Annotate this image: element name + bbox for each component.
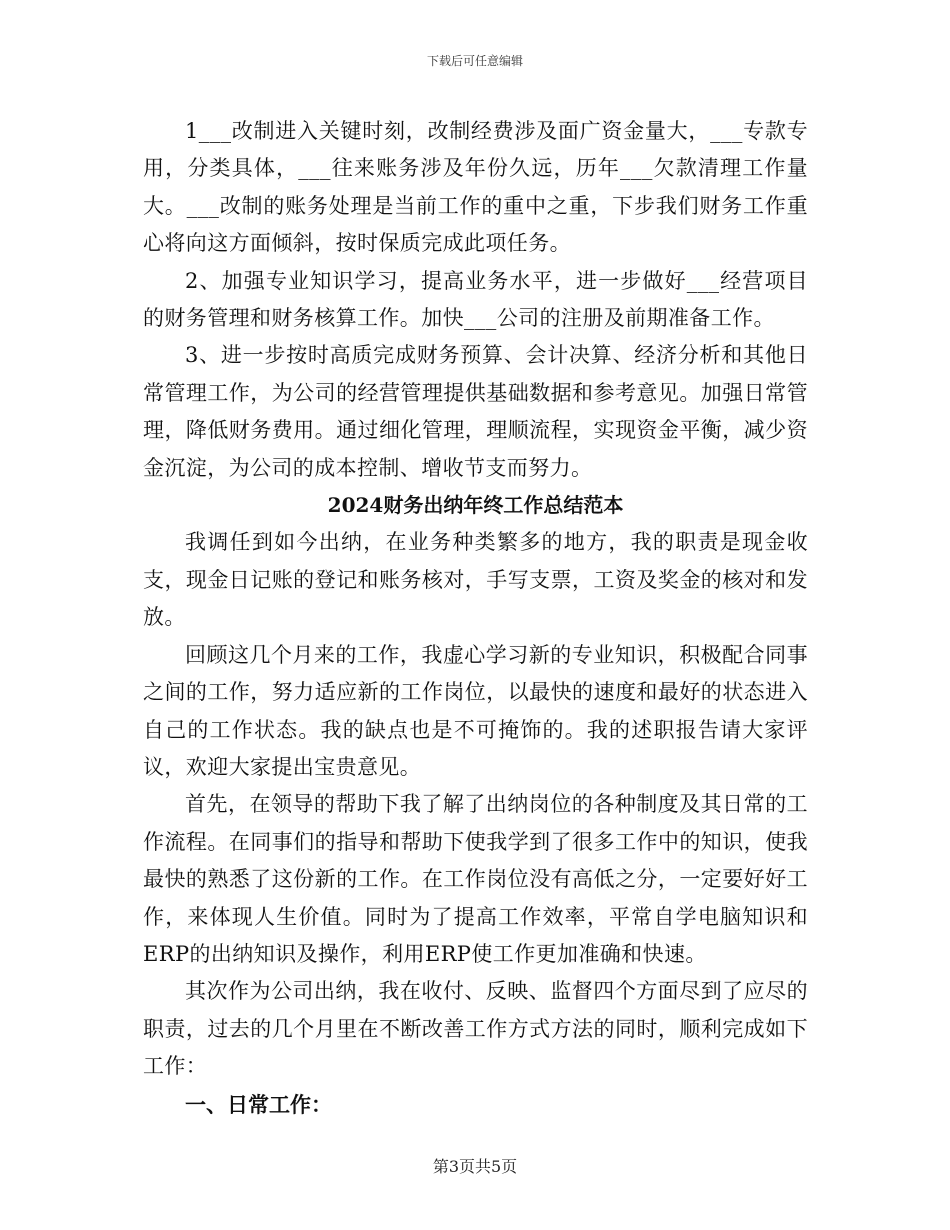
document-title: 2024财务出纳年终工作总结范本 bbox=[327, 493, 624, 518]
paragraph-review: 回顾这几个月来的工作，我虚心学习新的专业知识，积极配合同事之间的工作，努力适应新的工作岗位，以最快的速度和最好的状态进入自己的工作状态。我的缺点也是不可掩饰的。我的述职报告请大家评议，欢迎大家提出宝贵意见。 bbox=[143, 642, 808, 779]
document-body bbox=[143, 113, 808, 1123]
header-note: 下载后可任意编辑 bbox=[426, 54, 523, 68]
paragraph-intro: 我调任到如今出纳，在业务种类繁多的地方，我的职责是现金收支，现金日记账的登记和账务核对，手写支票，工资及奖金的核对和发放。 bbox=[143, 530, 808, 630]
paragraph-item-2: 2、加强专业知识学习，提高业务水平，进一步做好___经营项目的财务管理和财务核算工作。加快___公司的注册及前期准备工作。 bbox=[143, 268, 808, 331]
paragraph-second: 其次作为公司出纳，我在收付、反映、监督四个方面尽到了应尽的职责，过去的几个月里在不断改善工作方式方法的同时，顺利完成如下工作： bbox=[143, 979, 808, 1079]
section-heading: 一、日常工作： bbox=[185, 1091, 332, 1117]
paragraph-first: 首先，在领导的帮助下我了解了出纳岗位的各种制度及其日常的工作流程。在同事们的指导和帮助下使我学到了很多工作中的知识，使我最快的熟悉了这份新的工作。在工作岗位没有高低之分，一定要好好工作，来体现人生价值。同时为了提高工作效率，平常自学电脑知识和ERP的出纳知识及操作，利用ERP使工作更加准确和快速。 bbox=[143, 792, 808, 966]
paragraph-item-1: 1___改制进入关键时刻，改制经费涉及面广资金量大，___专款专用，分类具体，___往来账务涉及年份久远，历年___欠款清理工作量大。___改制的账务处理是当前工作的重中之重，下步我们财务工作重心将向这方面倾斜，按时保质完成此项任务。 bbox=[143, 119, 808, 256]
paragraph-item-3: 3、进一步按时高质完成财务预算、会计决算、经济分析和其他日常管理工作，为公司的经营管理提供基础数据和参考意见。加强日常管理，降低财务费用。通过细化管理，理顺流程，实现资金平衡，减少资金沉淀，为公司的成本控制、增收节支而努力。 bbox=[143, 343, 808, 480]
page-number: 第3页共5页 bbox=[432, 1157, 518, 1176]
